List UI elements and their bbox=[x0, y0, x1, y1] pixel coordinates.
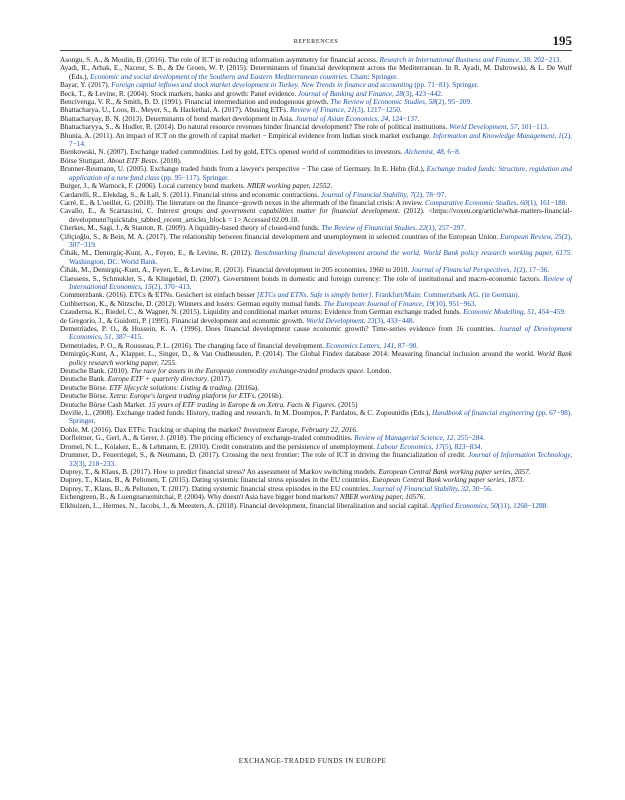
reference-details[interactable]: (1), 257−297. bbox=[426, 224, 466, 233]
reference-entry bbox=[60, 291, 572, 299]
reference-authors-title: Ayadi, R., Arbak, E., Naceur, S. B., & De Groen, W. P. (2015). Determinants of financial development across the Mediterranean. In R. Ayadi, M. Dabrowski, & L. De Wulf (Eds.), bbox=[60, 64, 572, 81]
reference-details[interactable]: (pp. 95−117). Springer. bbox=[159, 173, 229, 182]
reference-authors-title: Deutsche Börse. bbox=[60, 383, 110, 392]
reference-details[interactable]: (2), 370−413. bbox=[151, 282, 192, 291]
reference-source[interactable]: Journal of Banking and Finance, 28 bbox=[297, 89, 404, 98]
reference-details: . (2016a). bbox=[231, 383, 260, 392]
reference-details: . bbox=[330, 182, 333, 191]
reference-details: . (2012). <https://voxeu.org/article/what-matters-financial-development?quicktabs_tabbed_recent_articles_block = 1> Accessed 02.09.18. bbox=[69, 207, 572, 224]
reference-authors-title: Claessens, S., Schmukler, S., & Klingebiel, D. (2007). Government bonds in domestic and foreign currency: The role of institutional and macro-economic factors. bbox=[60, 274, 544, 283]
reference-entry bbox=[60, 384, 572, 392]
reference-authors-title: Demetriades, P. O., & Hussein, K. A. (1996). Does financial development cause economic growth? Time-series evidence from 16 countries. bbox=[60, 325, 499, 333]
reference-source[interactable]: World Development, 57 bbox=[449, 123, 518, 132]
reference-authors-title: Demirgüç-Kunt, A., Klapper, L., Singer, D., & Van Oudheusden, P. (2014). The Global Findex database 2014: Measuring financial inclusion around the world. bbox=[60, 350, 538, 359]
reference-details[interactable]: . Washington, DC: World Bank. bbox=[69, 249, 573, 266]
reference-source[interactable]: Economic and social development of the Southern and Eastern Mediterranean countries bbox=[90, 72, 347, 81]
reference-authors-title: Bayar, Y. (2017). bbox=[60, 81, 112, 90]
reference-authors-title: Deutsche Bank. (2010). bbox=[60, 367, 131, 376]
reference-entry bbox=[60, 375, 572, 383]
reference-source: Interest groups and government capabilities matter for financial development bbox=[157, 207, 398, 216]
reference-source[interactable]: Economics Letters, 141 bbox=[325, 341, 395, 350]
reference-source: World Bank policy research working paper, 7255 bbox=[69, 350, 572, 367]
reference-details[interactable]: . Cham: Springer. bbox=[346, 72, 398, 81]
reference-details[interactable]: (5), 823−834. bbox=[442, 442, 483, 451]
reference-details[interactable]: , 30−56. bbox=[468, 484, 493, 493]
reference-authors-title: Burger, J., & Warnock, F. (2006). Local currency bond markets. bbox=[60, 182, 247, 191]
reference-authors-title: Cavallo, E., & Scartascini, C. bbox=[60, 207, 158, 216]
reference-details[interactable]: 202−213. bbox=[531, 56, 562, 64]
reference-entry bbox=[60, 451, 572, 468]
reference-authors-title: Dohle, M. (2016). Dax ETFs: Tracking or shaping the market? bbox=[60, 425, 244, 434]
reference-source[interactable]: The Review of Economic Studies, 58 bbox=[330, 98, 436, 107]
reference-details[interactable]: (2), 17−36. bbox=[516, 266, 550, 275]
reference-source: NBER working paper, 12552 bbox=[246, 182, 331, 191]
reference-entry bbox=[60, 476, 572, 484]
reference-source: Xetra: Europe's largest trading platform for ETFs bbox=[109, 392, 255, 401]
reference-authors-title: Duprey, T., & Klaus, B. (2017). How to predict financial stress? An assessment of Markov switching models. bbox=[60, 467, 379, 476]
reference-entry bbox=[60, 249, 572, 266]
running-footer: EXCHANGE-TRADED FUNDS IN EUROPE bbox=[238, 757, 387, 765]
reference-entry bbox=[60, 191, 572, 199]
reference-authors-title: Čihák, M., Demirgüç-Kunt, A., Feyen, E., & Levine, R. (2012). bbox=[60, 249, 255, 258]
reference-source[interactable]: Applied Economics, 50 bbox=[430, 501, 498, 510]
reference-entry bbox=[60, 90, 572, 98]
reference-authors-title: Bhattacharyay, B. N. (2013). Determinants of bond market development in Asia. bbox=[60, 114, 296, 123]
reference-authors-title: Brunner-Reumann, U. (2005). Exchange traded funds from a lawyer's perspective − The case of Germany. In E. Hehn (Ed.), bbox=[60, 165, 427, 174]
reference-source: Europe ETF + quarterly directory bbox=[107, 375, 208, 384]
reference-entry bbox=[60, 148, 572, 156]
reference-authors-title: Dorfleitner, G., Gerl, A., & Gerer, J. (2018). The pricing efficiency of exchange-traded commodities. bbox=[60, 434, 355, 443]
reference-entry bbox=[60, 493, 572, 501]
reference-authors-title: Bencivenga, V. R., & Smith, B. D. (1991). Financial intermediation and endogenous growth. bbox=[60, 98, 331, 107]
reference-authors-title: Bhunia, A. (2011). An impact of ICT on the growth of capital market − Empirical evidence from Indian stock market exchange. bbox=[60, 131, 433, 140]
reference-authors-title: Bhattacharya, U., Loos, B., Meyer, S., & Hackethal, A. (2017). Abusing ETFs. bbox=[60, 106, 290, 115]
reference-source[interactable]: Journal of Financial Stability, 32 bbox=[372, 484, 469, 493]
reference-authors-title: Demetriades, P. O., & Rousseau, P. L. (2016). The changing face of financial development. bbox=[60, 341, 326, 350]
reference-entry bbox=[60, 401, 572, 409]
reference-details[interactable]: (2), 78−97. bbox=[413, 190, 447, 199]
reference-details: . (2015) bbox=[334, 400, 358, 409]
reference-source: About ETF Bestx bbox=[107, 156, 157, 165]
reference-entry bbox=[60, 350, 572, 367]
page-number: 195 bbox=[552, 33, 572, 48]
reference-source: The race for assets in the European commodity exchange-traded products space bbox=[130, 367, 364, 376]
reference-entry bbox=[60, 56, 572, 64]
reference-source[interactable]: Alchemist, 48 bbox=[404, 148, 444, 157]
reference-entry bbox=[60, 426, 572, 434]
reference-details: . (2016b). bbox=[254, 392, 283, 401]
reference-source[interactable]: Review of International Economics, 15 bbox=[69, 274, 572, 291]
reference-source[interactable]: World Development, 23 bbox=[306, 316, 375, 325]
reference-entry bbox=[60, 317, 572, 325]
reference-details[interactable]: , 255−284. bbox=[453, 434, 485, 443]
reference-entry bbox=[60, 409, 572, 426]
reference-entry bbox=[60, 207, 572, 224]
reference-authors-title: Duprey, T., Klaus, B., & Peltonen, T. (2015). Dating systemic financial stress episodes in the EU countries. bbox=[60, 476, 373, 485]
reference-authors-title: Drummer, D., Feuerriegel, S., & Neumann, D. (2017). Crossing the next frontier: The role of ICT in driving the financialization of credit. bbox=[60, 451, 469, 460]
reference-entry bbox=[60, 165, 572, 182]
reference-authors-title: Dromel, N. L., Kolakez, E., & Lehmann, E. (2010). Credit constraints and the persistence of unemployment. bbox=[60, 442, 377, 451]
reference-details[interactable]: (2), 95−209. bbox=[435, 98, 472, 107]
reference-authors-title: Elkhuizen, L., Hermes, N., Jacobs, J., & Meesters, A. (2018). Financial development, financial liberalization and social capital. bbox=[60, 501, 431, 510]
reference-entry bbox=[60, 132, 572, 149]
reference-authors-title: Eichengreen, B., & Luengnaruemitchai, P. (2004). Why doesn't Asia have bigger bond markets? bbox=[60, 493, 341, 502]
reference-source[interactable]: Information and Knowledge Management, 1 bbox=[432, 131, 562, 140]
reference-entry bbox=[60, 434, 572, 442]
reference-source: ETF lifecycle solutions: Listing & trading bbox=[109, 383, 232, 392]
reference-details[interactable]: (3), 218−233. bbox=[76, 459, 116, 468]
reference-details[interactable]: (3), 1217−1250. bbox=[354, 106, 402, 115]
reference-entry bbox=[60, 443, 572, 451]
reference-entry bbox=[60, 224, 572, 232]
reference-source[interactable]: Journal of Development Economics, 51 bbox=[69, 325, 572, 342]
reference-source[interactable]: Exchange traded funds: Structure, regulation and application of a new fund class bbox=[69, 165, 572, 182]
reference-source[interactable]: Journal of Information Technology, 32 bbox=[69, 451, 573, 468]
reference-entry bbox=[60, 64, 572, 81]
reference-entry bbox=[60, 502, 572, 510]
reference-source: European Central Bank working paper series, 1873 bbox=[372, 476, 523, 485]
reference-source[interactable]: European Review, 25 bbox=[500, 232, 562, 241]
reference-entry bbox=[60, 98, 572, 106]
reference-source: 15 years of ETF trading in Europe & on Xetra. Facts & Figures bbox=[148, 400, 335, 409]
reference-source[interactable]: The European Journal of Finance, 19 bbox=[323, 299, 434, 308]
reference-entry bbox=[60, 199, 572, 207]
reference-authors-title: Cuthbertson, K., & Nitzsche, D. (2012). Winners and losers: German equity mutual funds. bbox=[60, 299, 324, 308]
reference-source[interactable]: [ETCs and ETNs. Safe is simply better] bbox=[256, 291, 372, 300]
reference-entry bbox=[60, 342, 572, 350]
reference-authors-title: Börse Stuttgart. bbox=[60, 156, 108, 165]
reference-details[interactable]: (pp. 67−98). Springer. bbox=[69, 409, 573, 426]
reference-details[interactable]: , 124−137. bbox=[388, 114, 420, 123]
reference-entry bbox=[60, 485, 572, 493]
reference-source: NBER working paper, 10576 bbox=[340, 493, 424, 502]
reference-source: European Central Bank working paper series, 2057 bbox=[378, 467, 529, 476]
reference-details[interactable]: , 454−459. bbox=[534, 308, 566, 317]
reference-authors-title: Deutsche Bank. bbox=[60, 375, 108, 384]
reference-source[interactable]: Labour Economics, 17 bbox=[376, 442, 443, 451]
reference-details[interactable]: , 101−113. bbox=[517, 123, 549, 132]
reference-entry bbox=[60, 182, 572, 190]
reference-entry bbox=[60, 123, 572, 131]
reference-authors-title: Deutsche Börse. bbox=[60, 392, 110, 401]
reference-entry bbox=[60, 81, 572, 89]
reference-authors-title: Czauderna, K., Riedel, C., & Wagner, N. (2015). Liquidity and conditional market returns: Evidence from German exchange traded funds. bbox=[60, 308, 464, 317]
reference-details[interactable]: (3), 423−442. bbox=[403, 89, 443, 98]
reference-details: . London. bbox=[363, 367, 392, 376]
reference-source[interactable]: Journal of Financial Perspectives, 1 bbox=[411, 266, 517, 275]
reference-entry bbox=[60, 106, 572, 114]
reference-details[interactable]: , 387−415. bbox=[111, 333, 143, 342]
reference-authors-title: Bhattacharyya, S., & Hodler, R. (2014). Do natural resource revenues hinder financial development? The role of political institutions. bbox=[60, 123, 450, 132]
reference-entry bbox=[60, 468, 572, 476]
reference-authors-title: Cherkes, M., Sagi, J., & Stanton, R. (2009). A liquidity-based theory of closed-end funds. bbox=[60, 224, 322, 233]
reference-details[interactable]: (1), 161−180. bbox=[527, 198, 568, 207]
reference-source: Investment Europe, February 22, 2016 bbox=[243, 425, 356, 434]
reference-authors-title: Čihák, M., Demirgüç-Kunt, A., Feyen, E., & Levine, R. (2013). Financial development in 205 economies, 1960 to 2010. bbox=[60, 266, 412, 275]
reference-source[interactable]: The Review of Financial Studies, 22 bbox=[321, 224, 427, 233]
reference-authors-title: Deville, L. (2008). Exchange traded funds: History, trading and research. In M. Doumpos, P. Pardalos, & C. Zopounidis (Eds.), bbox=[60, 409, 433, 418]
reference-authors-title: Beck, T., & Levine, R. (2004). Stock markets, banks and growth: Panel evidence. bbox=[60, 89, 298, 98]
reference-authors-title: Duprey, T., Klaus, B., & Peltonen, T. (2017). Dating systemic financial stress episodes in the EU countries. bbox=[60, 484, 373, 493]
reference-authors-title: Cardarelli, R., Elekdag, S., & Lall, S. (2011). Financial stress and economic contractions. bbox=[60, 190, 321, 199]
reference-details: . (2018). bbox=[156, 156, 182, 165]
reference-details[interactable]: (2), 7−14. bbox=[69, 131, 572, 149]
reference-entry bbox=[60, 115, 572, 123]
reference-entry bbox=[60, 266, 572, 274]
reference-entry bbox=[60, 367, 572, 375]
reference-entry bbox=[60, 157, 572, 165]
reference-entry bbox=[60, 325, 572, 342]
reference-list bbox=[60, 56, 572, 510]
reference-details: . bbox=[528, 467, 531, 476]
reference-authors-title: de Gregorio, J., & Guidotti, P. (1995). Financial development and economic growth. bbox=[60, 316, 307, 325]
reference-source[interactable]: Journal of Asian Economics, 24 bbox=[295, 114, 389, 123]
reference-details[interactable]: , 87−90. bbox=[394, 341, 419, 350]
reference-details[interactable]: (3), 433−448. bbox=[374, 316, 415, 325]
running-header-title: REFERENCES bbox=[293, 38, 339, 45]
reference-source[interactable]: Journal of Financial Stability, 7 bbox=[320, 190, 414, 199]
reference-details[interactable]: (10), 951−963. bbox=[433, 299, 477, 308]
reference-authors-title: Commerzbank. (2016). ETCs & ETNs. Gesichert ist einfach besser bbox=[60, 291, 257, 300]
reference-entry bbox=[60, 308, 572, 316]
reference-authors-title: Bienkowski, N. (2007). Exchange traded commodities. Led by gold, ETCs opened world of commodities to investors. bbox=[60, 148, 405, 157]
reference-authors-title: Deutsche Börse Cash Market. bbox=[60, 400, 149, 409]
reference-source[interactable]: Handbook of financial engineering bbox=[432, 409, 534, 418]
reference-details[interactable]: , 6−8. bbox=[443, 148, 461, 157]
reference-source[interactable]: Benchmarking financial development around the world. World Bank policy research working paper, 6175 bbox=[254, 249, 571, 258]
reference-details: . bbox=[522, 476, 525, 485]
reference-details[interactable]: (11), 1268−1288. bbox=[497, 501, 549, 510]
reference-details[interactable]: (pp. 71−81). Springer. bbox=[412, 81, 479, 90]
reference-details: . bbox=[174, 358, 177, 367]
reference-source[interactable]: Economic Modelling, 51 bbox=[463, 308, 535, 317]
reference-source[interactable]: Foreign capital inflows and stock market development in Turkey. New Trends in finance and accounting bbox=[111, 81, 413, 90]
reference-source[interactable]: Comparative Economic Studies, 60 bbox=[425, 198, 528, 207]
reference-details: . bbox=[423, 493, 426, 502]
reference-authors-title: Asongu, S. A., & Moulin, B. (2016). The role of ICT in reducing information asymmetry for financial access. bbox=[60, 56, 380, 64]
reference-entry bbox=[60, 233, 572, 250]
reference-details: . bbox=[355, 425, 358, 434]
reference-entry bbox=[60, 300, 572, 308]
reference-source[interactable]: Review of Managerial Science, 12 bbox=[354, 434, 454, 443]
reference-details[interactable]: . Frankfurt/Main: Commerzbank AG. (in German). bbox=[371, 291, 520, 300]
reference-details[interactable]: (2), 307−319. bbox=[69, 232, 573, 249]
reference-authors-title: Carré, E., & L'oeillet, G. (2018). The literature on the finance−growth nexus in the aftermath of the financial crisis: A review. bbox=[60, 198, 426, 207]
header-rule bbox=[60, 50, 572, 51]
reference-entry bbox=[60, 392, 572, 400]
reference-source[interactable]: Research in International Business and Finance, 38, bbox=[379, 56, 532, 64]
reference-source[interactable]: Review of Finance, 21 bbox=[289, 106, 355, 115]
reference-authors-title: Çiftçioğlu, S., & Bein, M. A. (2017). The relationship between financial development and unemployment in selected countries of the European Union. bbox=[60, 232, 501, 241]
reference-entry bbox=[60, 275, 572, 292]
reference-details: . (2017). bbox=[207, 375, 232, 384]
